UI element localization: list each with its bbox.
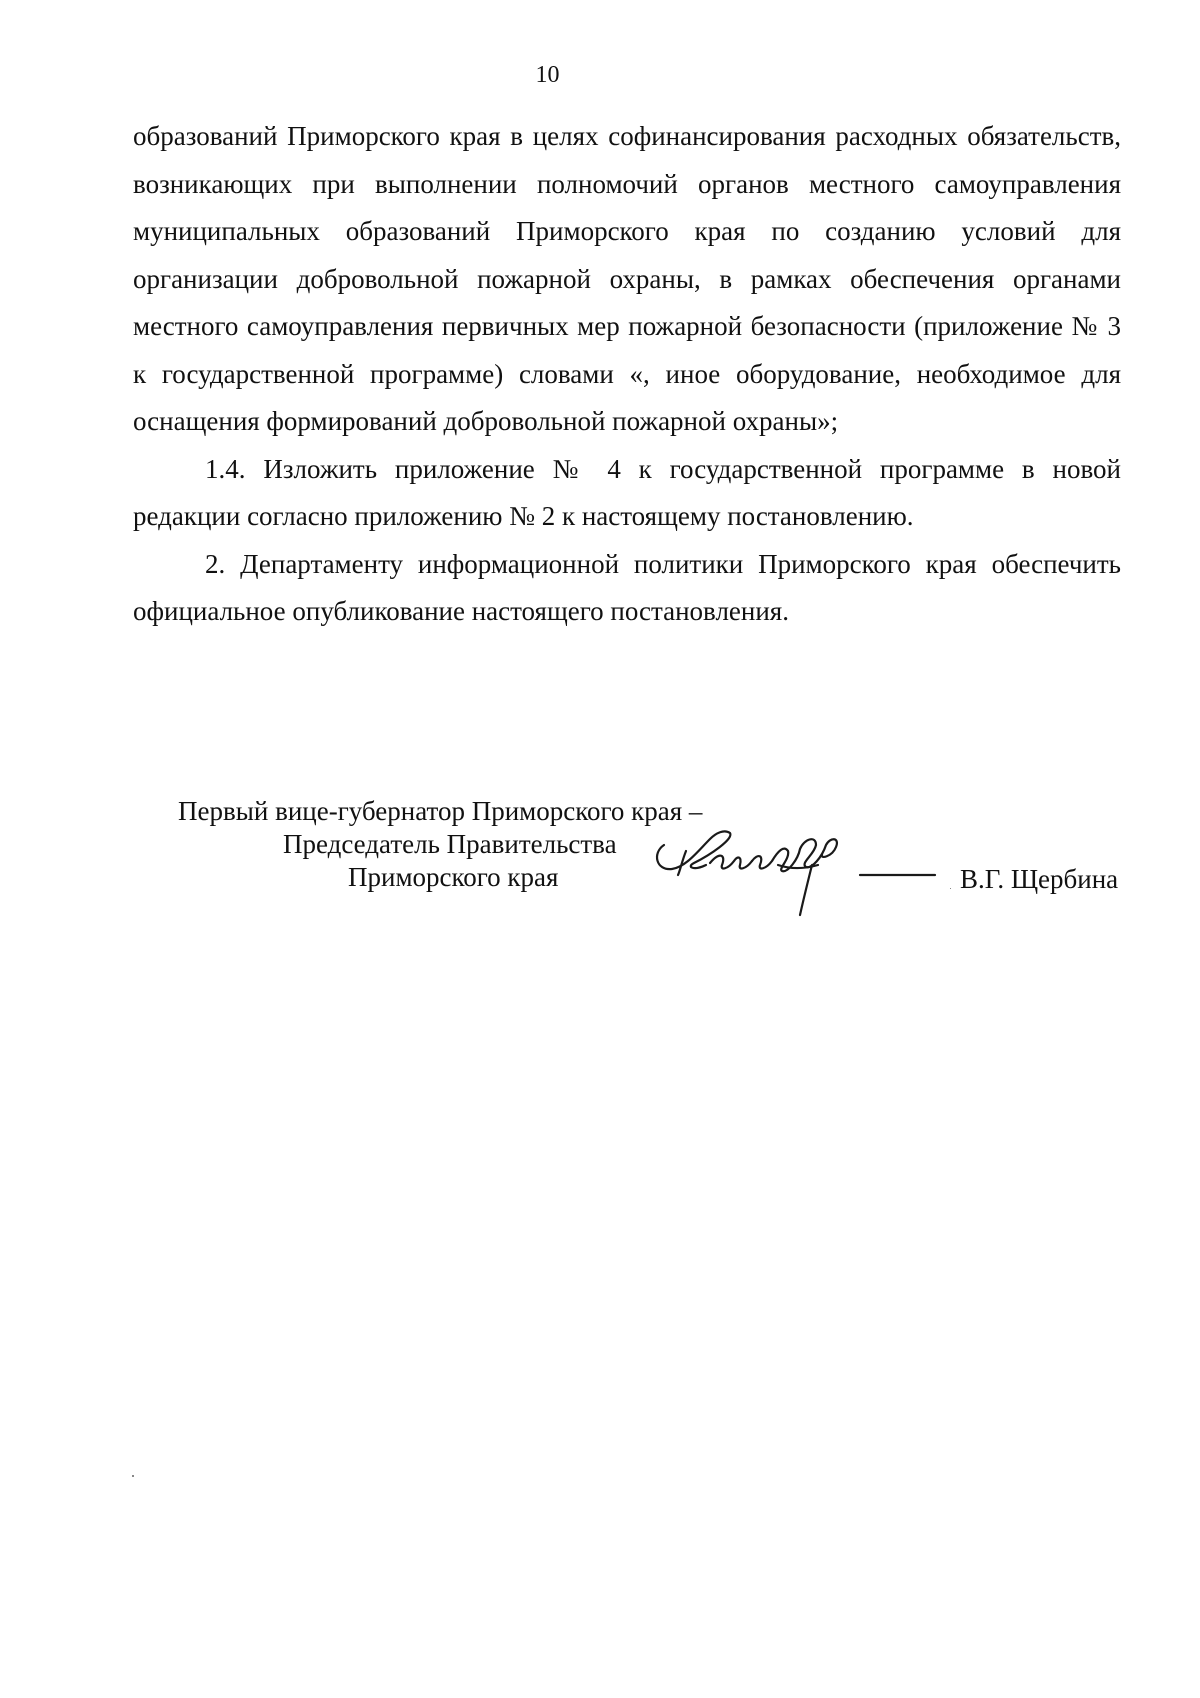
handwritten-signature [650, 815, 950, 925]
paragraph-item-2: 2. Департаменту информационной политики Приморского края обеспечить официальное опубликование настоящего постановления. [133, 548, 1121, 626]
scan-artifact [950, 888, 951, 889]
scan-artifact [132, 1475, 134, 1477]
paragraph-item-1-4: 1.4. Изложить приложение № 4 к государственной программе в новой редакции согласно приложению № 2 к настоящему постановлению. [133, 453, 1121, 531]
signatory-title-line3: Приморского края [348, 862, 559, 892]
paragraph-continuation: образований Приморского края в целях софинансирования расходных обязательств, возникающих при выполнении полномочий органов местного самоуправления муниципальных образований Приморского края по созданию условий для организации добровольной пожарной охраны, в рамках обеспечения органами местного самоуправления первичных мер пожарной безопасности (приложение № 3 к государственной программе) словами «, иное оборудование, необходимое для оснащения формирований добровольной пожарной охраны»; [133, 121, 1121, 436]
document-body [133, 113, 1121, 636]
page-number: 10 [535, 62, 560, 88]
signatory-name: В.Г. Щербина [960, 864, 1119, 894]
signatory-title-block [178, 795, 702, 894]
signatory-title-line1: Первый вице-губернатор Приморского края – [178, 796, 703, 826]
signatory-title-line2: Председатель Правительства [283, 829, 617, 859]
